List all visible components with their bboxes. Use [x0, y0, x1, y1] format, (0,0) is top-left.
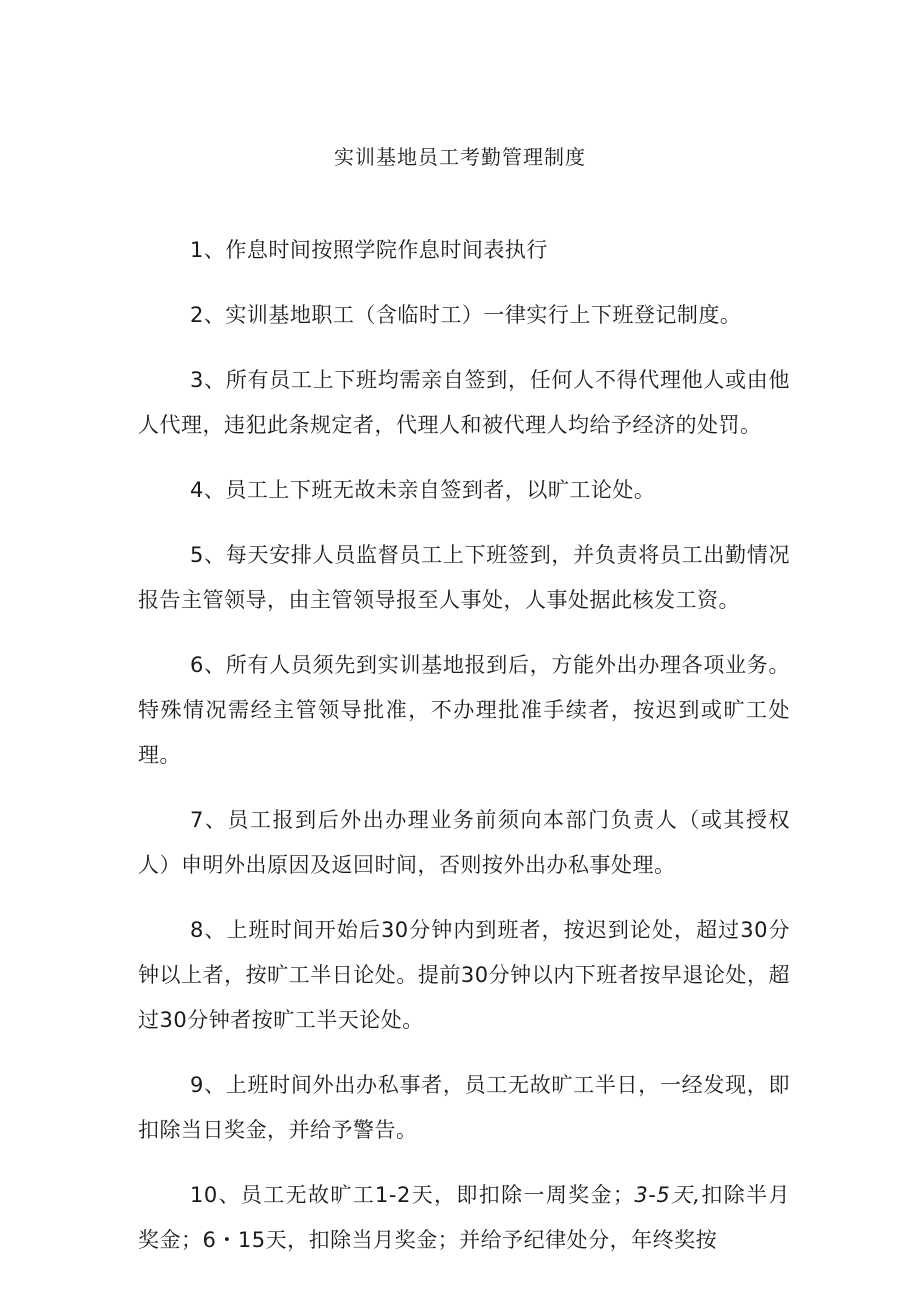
- paragraph-5: 5、每天安排人员监督员工上下班签到，并负责将员工出勤情况报告主管领导，由主管领导报至人事处，人事处据此核发工资。: [138, 543, 790, 612]
- paragraph-10-part3: 扣除半月奖金；6・15天，扣除当月奖金；并给予纪律处分，年终奖按: [138, 1183, 790, 1252]
- document-title: 实训基地员工考勤管理制度: [334, 145, 586, 169]
- paragraph-10-part1: 10、员工无故旷工1-2天，即扣除一周奖金；: [190, 1183, 635, 1207]
- paragraph-9: 9、上班时间外出办私事者，员工无故旷工半日，一经发现，即扣除当日奖金，并给予警告。: [138, 1073, 790, 1142]
- paragraph-6: 6、所有人员须先到实训基地报到后，方能外出办理各项业务。特殊情况需经主管领导批准，不办理批准手续者，按迟到或旷工处理。: [138, 653, 790, 767]
- paragraph-2: 2、实训基地职工（含临时工）一律实行上下班登记制度。: [190, 303, 742, 327]
- paragraph-7: 7、员工报到后外出办理业务前须向本部门负责人（或其授权人）申明外出原因及返回时间，否则按外出办私事处理。: [138, 808, 790, 877]
- document-body: [138, 228, 790, 1283]
- paragraph-8: 8、上班时间开始后30分钟内到班者，按迟到论处，超过30分钟以上者，按旷工半日论处。提前30分钟以内下班者按早退论处，超过30分钟者按旷工半天论处。: [138, 918, 790, 1032]
- paragraph-10-italic: 3-5天,: [634, 1183, 701, 1207]
- paragraph-3: 3、所有员工上下班均需亲自签到，任何人不得代理他人或由他人代理，违犯此条规定者，代理人和被代理人均给予经济的处罚。: [138, 368, 790, 437]
- paragraph-10: [138, 1173, 790, 1263]
- paragraph-1: 1、作息时间按照学院作息时间表执行: [190, 238, 548, 262]
- paragraph-4: 4、员工上下班无故未亲自签到者，以旷工论处。: [190, 478, 656, 502]
